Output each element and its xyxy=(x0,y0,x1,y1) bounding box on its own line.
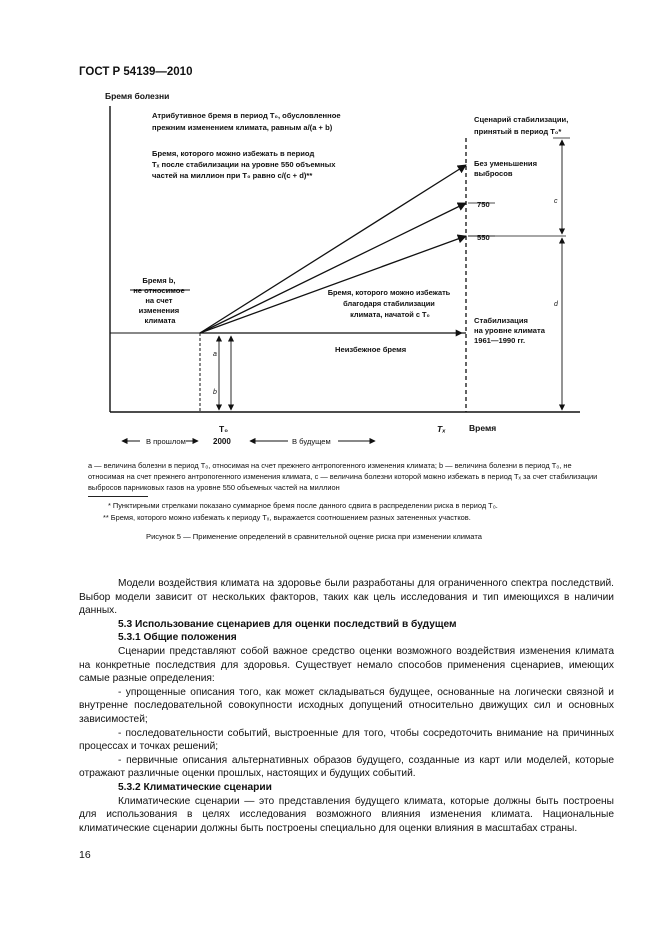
page-number: 16 xyxy=(79,849,91,861)
y-axis-label: Бремя болезни xyxy=(105,91,170,101)
avoidable-label: Бремя, которого можно избежать в период Tₓ после стабилизации на уровне 550 объемных частей на миллион при T₀ равно c/(c + d)** xyxy=(152,149,336,180)
tx-label: Tₓ xyxy=(437,424,446,434)
unavoidable-label: Неизбежное бремя xyxy=(335,345,407,354)
paragraph: Климатические сценарии — это представления будущего климата, которые должны быть построены для использования в целях исследования возможного влияния изменения климата. Национальные климатические сценарии должны быть построены специально для оценки влияния в масштабах страны. xyxy=(79,795,614,834)
figure-caption: Рисунок 5 — Применение определений в сравнительной оценке риска при изменении климата xyxy=(146,532,482,541)
paragraph: Сценарии представляют собой важное средство оценки возможного воздействия изменения климата на конкретные последствия для здоровья. Существует немало способов применения сценариев, имеющих самые разные определения: xyxy=(79,645,614,685)
figure-5-diagram xyxy=(0,0,661,460)
label-a: a xyxy=(213,351,217,358)
legend-text: a — величина болезни в период T₀, относимая на счет прежнего антропогенного изменения климата; b — величина болезни в период T₀, не относимая на счет прежнего антропогенного изменения климата, c — величина болезни которой можно избежать в период Tₓ за счет стабилизации выбросов парниковых газов на уровне 550 объемных частей на миллион xyxy=(88,461,598,492)
scenario-header: Сценарий стабилизации, принятый в период T₀* xyxy=(474,115,569,136)
document-header: ГОСТ Р 54139—2010 xyxy=(79,66,193,78)
mid-label: Бремя, которого можно избежать благодаря стабилизации климата, начатой с T₀ xyxy=(327,288,451,319)
t0-label: T₀ xyxy=(219,424,229,434)
footnote-1: * Пунктирными стрелками показано суммарное бремя после данного сдвига в распределении риска в период T₀. xyxy=(108,501,498,510)
scenario-none: Без уменьшения выбросов xyxy=(474,159,538,178)
attributable-label: Атрибутивное бремя в период T₀, обусловленное прежним изменением климата, равным a/(a + b) xyxy=(152,111,341,132)
left-box-label: Бремя b, не относимое на счет изменения климата xyxy=(133,276,185,325)
label-b: b xyxy=(213,389,217,396)
past-label: В прошлом xyxy=(146,437,186,446)
label-c: c xyxy=(554,198,558,205)
paragraph: Модели воздействия климата на здоровье были разработаны для ограниченного спектра последствий. Выбор модели зависит от нескольких факторов, таких как цель исследования и тип имеющихся в наличии данных. xyxy=(79,578,614,617)
x-axis-label: Время xyxy=(469,423,497,433)
future-label: В будущем xyxy=(292,437,331,446)
list-item: - упрощенные описания того, как может складываться будущее, основанные на логически связной и внутренне последовательной совокупности исходных допущений относительно движущих сил и основных зависимостей; xyxy=(79,686,614,725)
year-label: 2000 xyxy=(213,437,231,446)
list-item: - последовательности событий, выстроенные для того, чтобы сосредоточить внимание на причинных процессах и точках решений; xyxy=(79,727,614,753)
scenario-550: 550 xyxy=(477,233,490,242)
list-item: - первичные описания альтернативных образов будущего, созданные из карт или моделей, которые отражают различные оценки прошлых, настоящих и будущих событий. xyxy=(79,754,614,780)
figure-legend xyxy=(88,460,608,493)
footnote-2: ** Бремя, которого можно избежать к периоду Tₓ, выражается соотношением разных затененных участков. xyxy=(103,513,471,522)
section-heading-5-3: 5.3 Использование сценариев для оценки последствий в будущем xyxy=(118,618,457,630)
body-text xyxy=(79,577,614,835)
scenario-stab: Стабилизация на уровне климата 1961—1990 гг. xyxy=(474,316,545,345)
scenario-750: 750 xyxy=(477,200,490,209)
label-d: d xyxy=(554,301,558,308)
section-heading-5-3-2: 5.3.2 Климатические сценарии xyxy=(118,781,272,793)
footnote-divider xyxy=(88,496,148,497)
section-heading-5-3-1: 5.3.1 Общие положения xyxy=(118,632,237,644)
